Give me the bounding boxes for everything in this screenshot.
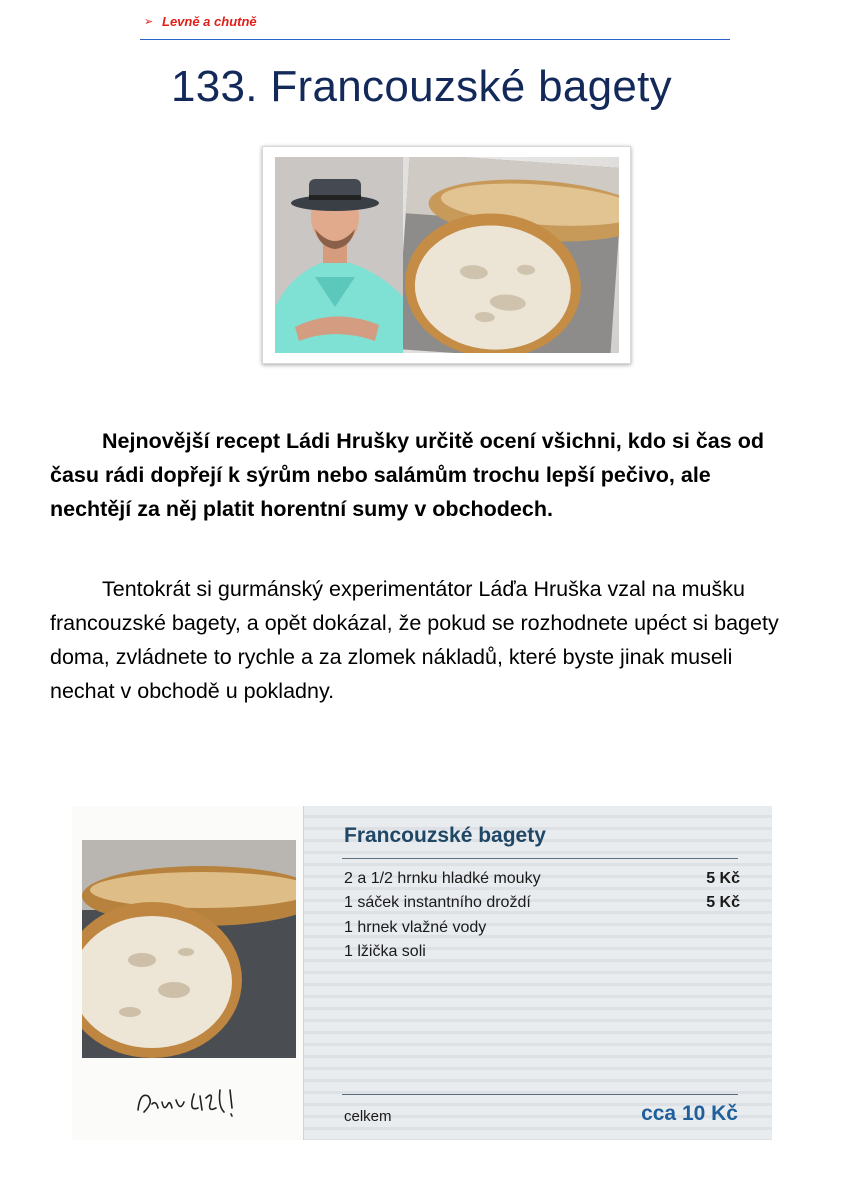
ingredient-row <box>344 870 740 888</box>
ingredient-name: 1 lžička soli <box>344 943 426 960</box>
recipe-card <box>72 806 772 1140</box>
recipe-title: Francouzské bagety <box>344 824 546 847</box>
ingredient-row <box>344 943 740 961</box>
ingredient-row <box>344 919 740 937</box>
divider <box>342 1094 738 1095</box>
ingredient-name: 1 hrnek vlažné vody <box>344 919 487 936</box>
ingredient-name: 2 a 1/2 hrnku hladké mouky <box>344 870 541 887</box>
body-text: Tentokrát si gurmánský experimentátor Láďa Hruška vzal na mušku francouzské bagety, a opět dokázal, že pokud se rozhodnete upéct si bagety doma, zvládnete to rychle a za zlomek nákladů, které byste jinak museli nechat v obchodě u pokladny. <box>50 577 779 703</box>
arrow-bullet-icon: ➢ <box>144 16 154 28</box>
lead-paragraph <box>50 424 790 526</box>
header-text: Levně a chutně <box>162 14 257 29</box>
total-label: celkem <box>344 1108 392 1125</box>
total-price: cca 10 Kč <box>641 1102 738 1125</box>
chef-bread-photo <box>262 146 631 364</box>
lead-text: Nejnovější recept Ládi Hrušky určitě ocení všichni, kdo si čas od času rádi dopřejí k sýrům nebo salámům trochu lepší pečivo, ale nechtějí za něj platit horentní sumy v obchodech. <box>50 429 764 521</box>
signature-image <box>134 1082 244 1122</box>
recipe-card-photo-panel <box>72 806 304 1140</box>
ingredient-price: 5 Kč <box>706 870 740 887</box>
ingredient-price: 5 Kč <box>706 894 740 911</box>
body-paragraph <box>50 572 795 708</box>
ingredient-row <box>344 894 740 912</box>
page-title: 133. Francouzské bagety <box>171 62 672 111</box>
ingredient-name: 1 sáček instantního droždí <box>344 894 531 911</box>
divider <box>342 858 738 859</box>
page-header <box>140 12 730 40</box>
baguette-photo <box>82 840 296 1058</box>
